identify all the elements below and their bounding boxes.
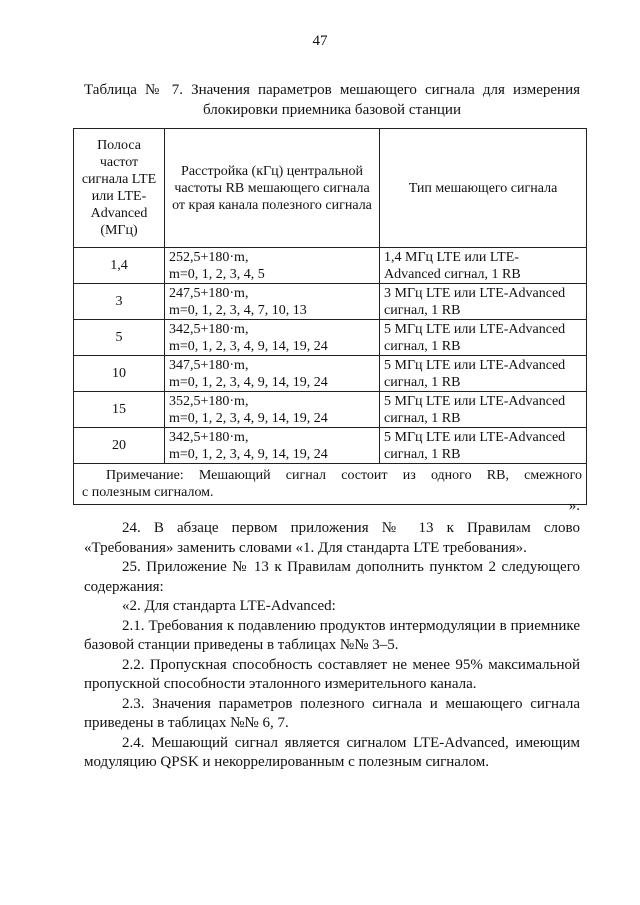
cell-signal-type-line: 1,4 МГц LTE или LTE- bbox=[384, 249, 519, 265]
table-row bbox=[74, 248, 587, 284]
cell-offset-line: m=0, 1, 2, 3, 4, 7, 10, 13 bbox=[169, 302, 307, 318]
table-row bbox=[74, 356, 587, 392]
cell-signal-type-line: 5 МГц LTE или LTE-Advanced bbox=[384, 321, 566, 337]
cell-signal-type bbox=[380, 248, 587, 284]
table-header-row bbox=[74, 129, 587, 248]
cell-signal-type-line: сигнал, 1 RB bbox=[384, 338, 461, 354]
cell-signal-type-line: сигнал, 1 RB bbox=[384, 302, 461, 318]
cell-offset bbox=[165, 392, 380, 428]
closing-quote: ». bbox=[568, 498, 580, 514]
table-row bbox=[74, 392, 587, 428]
cell-offset bbox=[165, 428, 380, 464]
cell-signal-type-line: 3 МГц LTE или LTE-Advanced bbox=[384, 285, 566, 301]
table-row bbox=[74, 320, 587, 356]
cell-offset-line: 347,5+180·m, bbox=[169, 357, 249, 373]
paragraph-2-2 bbox=[84, 656, 580, 676]
paragraph-2-1-cont bbox=[84, 636, 580, 656]
table-body bbox=[74, 248, 587, 464]
cell-signal-type-line: Advanced сигнал, 1 RB bbox=[384, 266, 521, 282]
cell-offset-line: 247,5+180·m, bbox=[169, 285, 249, 301]
cell-offset-line: 342,5+180·m, bbox=[169, 429, 249, 445]
cell-signal-type-line: сигнал, 1 RB bbox=[384, 374, 461, 390]
cell-signal-type-line: 5 МГц LTE или LTE-Advanced bbox=[384, 393, 566, 409]
paragraph-2-4-line-2: модуляцию QPSK и некоррелированным с полезным сигналом. bbox=[84, 754, 490, 770]
cell-offset-line: m=0, 1, 2, 3, 4, 9, 14, 19, 24 bbox=[169, 338, 328, 354]
cell-signal-type-line: 5 МГц LTE или LTE-Advanced bbox=[384, 429, 566, 445]
cell-signal-type bbox=[380, 284, 587, 320]
cell-band: 5 bbox=[74, 320, 165, 356]
cell-offset bbox=[165, 356, 380, 392]
table-note-line-1: Примечание: Мешающий сигнал состоит из одного RB, смежного bbox=[106, 468, 582, 483]
paragraph-24-line-2: «Требования» заменить словами «1. Для стандарта LTE требования». bbox=[84, 539, 527, 556]
cell-offset-line: m=0, 1, 2, 3, 4, 9, 14, 19, 24 bbox=[169, 410, 328, 426]
cell-offset bbox=[165, 320, 380, 356]
header-offset: Расстройка (кГц) центральной частоты RB мешающего сигнала от края канала полезного сигнала bbox=[165, 129, 380, 248]
paragraph-2-4-cont bbox=[84, 753, 580, 773]
paragraph-25-cont bbox=[84, 578, 580, 598]
paragraph-2-4 bbox=[84, 734, 580, 754]
cell-signal-type bbox=[380, 428, 587, 464]
paragraph-2-2-cont bbox=[84, 675, 580, 695]
cell-offset-line: 252,5+180·m, bbox=[169, 249, 249, 265]
cell-band: 15 bbox=[74, 392, 165, 428]
cell-offset-line: m=0, 1, 2, 3, 4, 9, 14, 19, 24 bbox=[169, 374, 328, 390]
cell-offset bbox=[165, 284, 380, 320]
paragraph-2-1-line-2: базовой станции приведены в таблицах №№ 3–5. bbox=[84, 637, 399, 653]
cell-band: 20 bbox=[74, 428, 165, 464]
page-number: 47 bbox=[312, 33, 328, 49]
header-signal-type: Тип мешающего сигнала bbox=[380, 129, 587, 248]
cell-offset-line: 352,5+180·m, bbox=[169, 393, 249, 409]
table-caption-line-2: блокировки приемника базовой станции bbox=[203, 102, 461, 118]
cell-signal-type-line: сигнал, 1 RB bbox=[384, 410, 461, 426]
paragraph-2-3-line-1: 2.3. Значения параметров полезного сигнала и мешающего сигнала bbox=[122, 695, 580, 712]
header-band: Полоса частот сигнала LTE или LTE-Advanced (МГц) bbox=[74, 129, 165, 248]
paragraph-24 bbox=[84, 519, 580, 539]
paragraph-2-3-cont bbox=[84, 714, 580, 734]
table-caption bbox=[84, 80, 580, 120]
table-row bbox=[74, 284, 587, 320]
paragraph-25 bbox=[84, 558, 580, 578]
cell-offset bbox=[165, 248, 380, 284]
cell-offset-line: m=0, 1, 2, 3, 4, 9, 14, 19, 24 bbox=[169, 446, 328, 462]
paragraph-25-line-1: 25. Приложение № 13 к Правилам дополнить пунктом 2 следующего bbox=[122, 559, 580, 575]
table-note bbox=[74, 464, 587, 505]
paragraph-2-heading-text: «2. Для стандарта LTE-Advanced: bbox=[122, 598, 336, 614]
paragraph-2-heading bbox=[84, 597, 580, 617]
cell-signal-type bbox=[380, 392, 587, 428]
paragraph-24-line-1: 24. В абзаце первом приложения № 13 к Правилам слово bbox=[122, 520, 580, 536]
cell-offset-line: 342,5+180·m, bbox=[169, 321, 249, 337]
paragraph-2-3 bbox=[84, 695, 580, 715]
cell-band: 10 bbox=[74, 356, 165, 392]
cell-band: 3 bbox=[74, 284, 165, 320]
cell-offset-line: m=0, 1, 2, 3, 4, 5 bbox=[169, 266, 265, 282]
paragraph-2-3-line-2: приведены в таблицах №№ 6, 7. bbox=[84, 715, 289, 731]
table-row bbox=[74, 428, 587, 464]
paragraph-2-1-line-1: 2.1. Требования к подавлению продуктов интермодуляции в приемнике bbox=[122, 617, 580, 634]
cell-signal-type-line: 5 МГц LTE или LTE-Advanced bbox=[384, 357, 566, 373]
paragraph-2-2-line-1: 2.2. Пропускная способность составляет не менее 95% максимальной bbox=[122, 656, 580, 673]
cell-signal-type bbox=[380, 356, 587, 392]
cell-signal-type-line: сигнал, 1 RB bbox=[384, 446, 461, 462]
paragraph-2-4-line-1: 2.4. Мешающий сигнал является сигналом LTE-Advanced, имеющим bbox=[122, 734, 580, 751]
blocking-parameters-table bbox=[73, 128, 587, 505]
paragraph-24-cont bbox=[84, 539, 580, 559]
table-note-line-2: с полезным сигналом. bbox=[82, 485, 214, 500]
table-caption-line-1: Таблица № 7. Значения параметров мешающего сигнала для измерения bbox=[84, 82, 580, 98]
cell-band: 1,4 bbox=[74, 248, 165, 284]
paragraph-2-1 bbox=[84, 617, 580, 637]
cell-signal-type bbox=[380, 320, 587, 356]
paragraph-25-line-2: содержания: bbox=[84, 578, 164, 595]
paragraph-2-2-line-2: пропускной способности эталонного измерительного канала. bbox=[84, 676, 477, 692]
document-body bbox=[84, 519, 580, 773]
table-note-row bbox=[74, 464, 587, 505]
